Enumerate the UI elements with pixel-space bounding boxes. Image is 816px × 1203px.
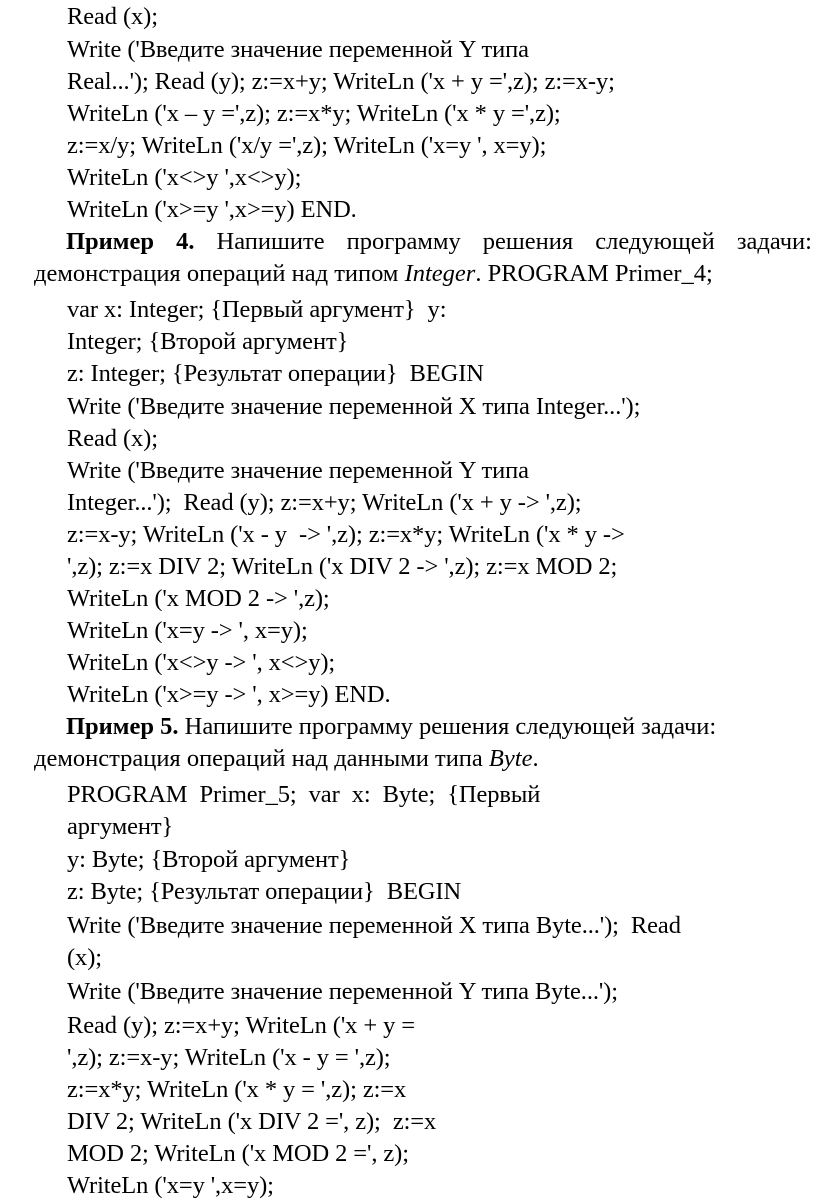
code-line: WriteLn ('x>=y -> ', x>=y) END.: [67, 681, 391, 708]
code-line: PROGRAM Primer_5; var x: Byte; {Первый: [67, 781, 541, 808]
example-4-text-suffix: . PROGRAM Primer_4;: [475, 260, 713, 287]
code-line: Read (x);: [67, 3, 158, 30]
code-line: WriteLn ('x=y ',x=y);: [67, 1172, 274, 1199]
code-line: z:=x-y; WriteLn ('x - y -> ',z); z:=x*y; WriteLn ('x * y ->: [67, 521, 625, 548]
example-4-text: Напишите программу решения следующей задачи:: [194, 228, 812, 255]
code-line: WriteLn ('x<>y ',x<>y);: [67, 164, 302, 191]
example-5-text-prefix: демонстрация операций над данными типа: [34, 745, 489, 772]
code-line: аргумент}: [67, 813, 174, 840]
code-line: WriteLn ('x<>y -> ', x<>y);: [67, 649, 336, 676]
code-line: Write ('Введите значение переменной Y типа Byte...');: [67, 978, 618, 1005]
code-line: WriteLn ('x>=y ',x>=y) END.: [67, 196, 357, 223]
example-4-heading: Пример 4.: [66, 228, 195, 255]
code-line: z: Integer; {Результат операции} BEGIN: [67, 360, 484, 387]
code-line: var x: Integer; {Первый аргумент} y:: [67, 296, 447, 323]
example-4-text-prefix: демонстрация операций над типом: [34, 260, 405, 287]
code-line: ',z); z:=x DIV 2; WriteLn ('x DIV 2 -> ',z); z:=x MOD 2;: [67, 553, 618, 580]
example-5-paragraph: [34, 711, 812, 775]
example-4-paragraph: [34, 226, 812, 290]
example-5-heading: Пример 5.: [66, 713, 179, 740]
example-5-text: Напишите программу решения следующей задачи:: [178, 713, 717, 740]
code-line: DIV 2; WriteLn ('x DIV 2 =', z); z:=x: [67, 1108, 437, 1135]
example-5-type: Byte: [488, 745, 533, 772]
code-line: z:=x/y; WriteLn ('x/y =',z); WriteLn ('x=y ', x=y);: [67, 132, 547, 159]
example-5-text-suffix: .: [532, 745, 539, 772]
code-line: WriteLn ('x – y =',z); z:=x*y; WriteLn ('x * y =',z);: [67, 100, 561, 127]
code-line: Integer...'); Read (y); z:=x+y; WriteLn ('x + y -> ',z);: [67, 489, 582, 516]
code-line: MOD 2; WriteLn ('x MOD 2 =', z);: [67, 1140, 409, 1167]
code-line: Read (x);: [67, 425, 158, 452]
code-line: Write ('Введите значение переменной Y типа: [67, 36, 529, 63]
code-line: Read (y); z:=x+y; WriteLn ('x + y =: [67, 1012, 415, 1039]
code-line: z:=x*y; WriteLn ('x * y = ',z); z:=x: [67, 1076, 407, 1103]
code-line: WriteLn ('x=y -> ', x=y);: [67, 617, 308, 644]
example-5-line-2: [34, 743, 812, 775]
example-4-type: Integer: [404, 260, 476, 287]
code-line: WriteLn ('x MOD 2 -> ',z);: [67, 585, 330, 612]
code-line: Integer; {Второй аргумент}: [67, 328, 349, 355]
example-4-line-2: [34, 258, 812, 290]
code-line: Real...'); Read (y); z:=x+y; WriteLn ('x + y =',z); z:=x-y;: [67, 68, 615, 95]
example-5-line-1: [34, 711, 812, 743]
code-line: ',z); z:=x-y; WriteLn ('x - y = ',z);: [67, 1044, 391, 1071]
example-4-line-1: [34, 226, 812, 258]
code-line: z: Byte; {Результат операции} BEGIN: [67, 878, 462, 905]
code-line: y: Byte; {Второй аргумент}: [67, 846, 351, 873]
code-line: (x);: [67, 944, 102, 971]
code-line: Write ('Введите значение переменной Y типа: [67, 457, 529, 484]
code-line: Write ('Введите значение переменной X типа Byte...'); Read: [67, 912, 681, 939]
code-line: Write ('Введите значение переменной X типа Integer...');: [67, 393, 641, 420]
